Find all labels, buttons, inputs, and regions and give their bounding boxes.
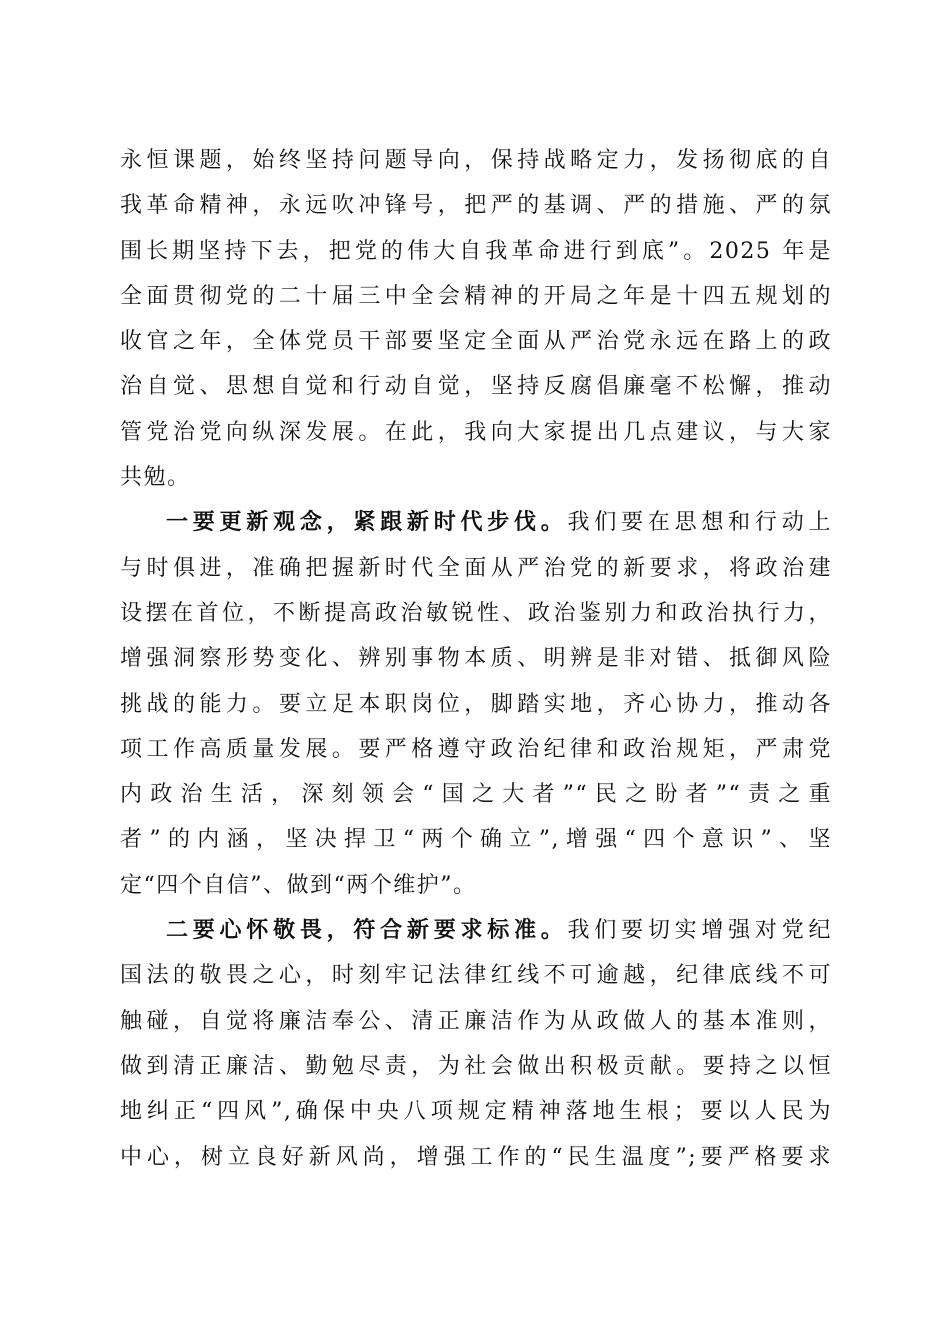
text-line: 挑战的能力。要立足本职岗位，脚踏实地，齐心协力，推动各 <box>120 691 832 717</box>
text-line: 触碰，自觉将廉洁奉公、清正廉洁作为从政做人的基本准则， <box>120 1008 832 1034</box>
text-line: 者”的内涵，坚决捍卫“两个确立”,增强“四个意识”、坚 <box>120 827 832 853</box>
paragraph-first-line <box>120 500 832 545</box>
text-span: 我们要切实增强对党纪 <box>567 918 832 944</box>
text-line: 项工作高质量发展。要严格遵守政治纪律和政治规矩，严肃党 <box>120 736 832 762</box>
text-line: 治自觉、思想自觉和行动自觉，坚持反腐倡廉毫不松懈，推动 <box>120 374 832 400</box>
text-line: 中心，树立良好新风尚，增强工作的“民生温度”;要严格要求 <box>120 1144 832 1170</box>
text-line: 做到清正廉洁、勤勉尽责，为社会做出积极贡献。要持之以恒 <box>120 1053 832 1079</box>
paragraph-2 <box>120 500 832 908</box>
text-line: 围长期坚持下去，把党的伟大自我革命进行到底”。2025 年是 <box>120 238 832 264</box>
section-heading: 二要心怀敬畏，符合新要求标准。 <box>166 917 568 944</box>
text-span: 我们要在思想和行动上 <box>567 510 832 536</box>
paragraph-first-line <box>120 908 832 953</box>
text-line: 内政治生活，深刻领会“国之大者”“民之盼者”“责之重 <box>120 782 832 808</box>
text-line: 与时俱进，准确把握新时代全面从严治党的新要求，将政治建 <box>120 555 832 581</box>
section-heading: 一要更新观念，紧跟新时代步伐。 <box>166 509 568 536</box>
paragraph-1 <box>120 138 832 500</box>
text-line: 地纠正“四风”,确保中央八项规定精神落地生根；要以人民为 <box>120 1099 832 1125</box>
paragraph-3 <box>120 908 832 1180</box>
text-line: 收官之年，全体党员干部要坚定全面从严治党永远在路上的政 <box>120 329 832 355</box>
text-line: 增强洞察形势变化、辨别事物本质、明辨是非对错、抵御风险 <box>120 646 832 672</box>
text-line: 设摆在首位，不断提高政治敏锐性、政治鉴别力和政治执行力， <box>120 600 832 626</box>
text-line: 管党治党向纵深发展。在此，我向大家提出几点建议，与大家 <box>120 419 832 445</box>
text-line: 国法的敬畏之心，时刻牢记法律红线不可逾越，纪律底线不可 <box>120 963 832 989</box>
text-line: 我革命精神，永远吹冲锋号，把严的基调、严的措施、严的氛 <box>120 193 832 219</box>
text-line: 共勉。 <box>120 465 191 491</box>
text-line: 永恒课题，始终坚持问题导向，保持战略定力，发扬彻底的自 <box>120 148 832 173</box>
text-line: 全面贯彻党的二十届三中全会精神的开局之年是十四五规划的 <box>120 283 832 309</box>
text-line: 定“四个自信”、做到“两个维护”。 <box>120 872 477 898</box>
document-body <box>120 138 832 1180</box>
